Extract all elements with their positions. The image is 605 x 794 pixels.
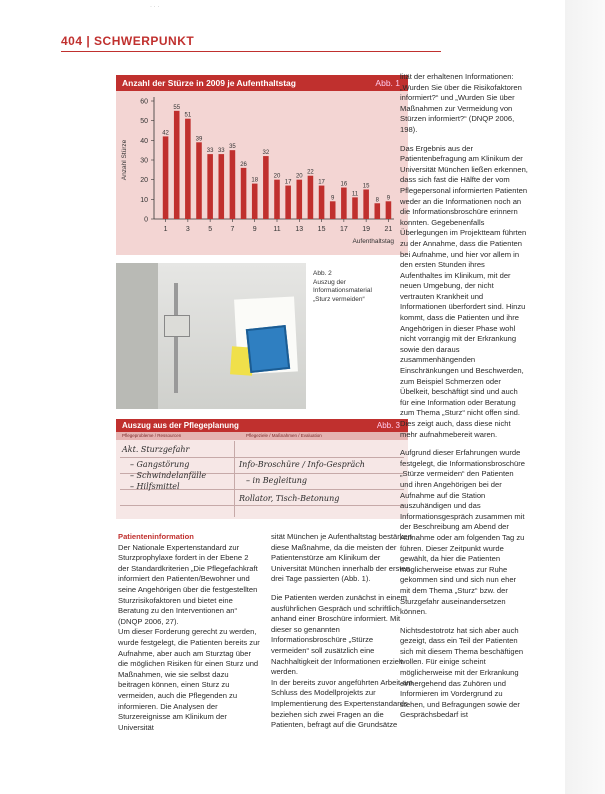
bar — [174, 111, 180, 219]
photo-caption — [313, 270, 405, 304]
bar — [386, 201, 392, 219]
bar — [285, 186, 291, 219]
y-tick-label: 40 — [140, 137, 148, 145]
bar-value-label: 55 — [173, 104, 181, 111]
bar — [207, 154, 213, 219]
chart-title: Anzahl der Stürze in 2009 je Aufenthaltstag — [122, 78, 296, 88]
col-head-right: Pflegeziele / Maßnahmen / Evaluation — [246, 433, 322, 438]
bar-value-label: 15 — [362, 183, 370, 190]
bar — [263, 156, 269, 219]
x-tick-label: 19 — [362, 226, 371, 233]
bar — [330, 201, 336, 219]
bar — [341, 188, 347, 219]
bar — [297, 180, 303, 219]
chart-header — [116, 75, 408, 91]
photo-wall — [116, 263, 158, 409]
handwriting-line: Rollator, Tisch-Betonung — [239, 494, 340, 503]
caption-line: Abb. 2 — [313, 270, 332, 277]
x-axis-title: Aufenthaltstag — [352, 238, 394, 245]
text-column-middle — [271, 532, 413, 731]
handwriting-line: Info-Broschüre / Info-Gespräch — [239, 460, 365, 469]
care-plan-figure — [116, 419, 408, 519]
x-tick-label: 13 — [295, 226, 304, 233]
bar — [185, 119, 191, 219]
bar — [163, 136, 169, 219]
header-rule — [61, 51, 441, 52]
col-head-left: Pflegeprobleme / Ressourcen — [122, 433, 182, 438]
y-tick-label: 30 — [140, 157, 148, 165]
bar-value-label: 22 — [307, 169, 314, 176]
x-tick-label: 11 — [273, 226, 281, 233]
handwriting-line: – Gangstörung — [130, 460, 190, 469]
y-tick-label: 10 — [140, 196, 148, 204]
caption-line: Auszug der — [313, 278, 346, 286]
y-tick-label: 50 — [140, 118, 148, 126]
handwriting-line: – in Begleitung — [246, 476, 308, 485]
x-tick-label: 1 — [163, 226, 168, 233]
bar — [219, 154, 225, 219]
paragraph: Das Ergebnis aus der Patientenbefragung am Klinikum der Universität München ließen erkennen, dass sich fast die Hälfte der vom Pflegepersonal informierten Patienten weder an die Informationen noch an die Informationsbroschüre erinnern konnten. Gegebenenfalls Überlegungen im Projektteam führten zu der Annahme, dass die Patienten bei Aufnahme, und hier vor allem in den ersten Stunden ihres Aufenthaltes im Klinikum, mit der neuen Umgebung, der nicht vertrauten Krankheit und Informationen überfordert sind. Hinzu kommt, dass die Patienten und ihre Angehörigen in dieser Phase wohl nicht vorrangig mit der Erkrankung sowie den daraus zusammenhängenden Einschränkungen und Beschwerden, zum Beispiel Schmerzen oder Übelkeit, beschäftigt sind und auch für eine Information oder Beratung zum Thema „Sturz“ nicht offen sind. Dies zeigt auch, dass diese nicht mehr aufnahmebereit waren. — [400, 143, 528, 439]
handwriting-line: Akt. Sturzgefahr — [122, 445, 190, 454]
bar-value-label: 33 — [217, 148, 225, 155]
bar-value-label: 9 — [386, 195, 391, 202]
bar-value-label: 18 — [251, 177, 259, 184]
bar — [274, 180, 280, 219]
bar-value-label: 33 — [206, 148, 214, 155]
bar-value-label: 20 — [295, 173, 303, 180]
bar — [241, 168, 247, 219]
bar — [252, 184, 258, 219]
care-plan-header — [116, 419, 408, 432]
page-header: 404 | SCHWERPUNKT — [61, 34, 195, 48]
photo-info-display — [116, 263, 306, 409]
x-tick-label: 15 — [317, 226, 326, 233]
bar-value-label: 9 — [331, 195, 335, 202]
care-plan-figure-label: Abb. 3 — [376, 421, 400, 430]
y-axis-title: Anzahl Stürze — [121, 139, 128, 181]
ruled-divider — [234, 441, 235, 517]
x-tick-label: 7 — [230, 226, 235, 233]
bar — [308, 176, 314, 219]
paragraph: In der bereits zuvor angeführten Arbeit am Schluss des Modellprojekts zur Implementierung des Expertenstandards beziehen sich zwei Fragen an die Patienten, befragt auf die Grundsätze — [271, 677, 413, 730]
bar — [352, 197, 358, 219]
text-column-right — [400, 72, 528, 729]
handwriting-line: – Hilfsmittel — [130, 482, 180, 491]
bar-value-label: 17 — [284, 179, 292, 186]
y-tick-label: 60 — [140, 98, 148, 106]
bar-value-label: 8 — [375, 197, 379, 204]
ruled-line — [120, 505, 404, 506]
y-tick-label: 20 — [140, 177, 148, 185]
care-plan-column-heads — [116, 432, 408, 440]
bar-value-label: 16 — [340, 181, 348, 188]
paragraph: Aufgrund dieser Erfahrungen wurde festgelegt, die Informationsbroschüre „Stürze vermeiden“ den Patienten und ihren Angehörigen bei der Aufnahme auf die Station auszuhändigen und das Informationsgespräch zusammen mit der Beschreibung am Abend der Aufnahme oder am folgenden Tag zu führen. Dieser Zeitpunkt wurde gewählt, da hier die Patienten möglicherweise etwas zur Ruhe gekommen sind und sich nun eher mit dem Thema „Sturz“ bzw. der Sturzgefahr auseinandersetzen können. — [400, 448, 525, 617]
photo-blue-brochure — [246, 325, 290, 373]
chart-figure — [116, 75, 408, 255]
bar-chart — [116, 91, 408, 255]
page-edge-shadow — [565, 0, 605, 794]
paragraph: Um dieser Forderung gerecht zu werden, wurde festgelegt, die Patienten bereits zur Aufnahme, aber auch am Sturztag über die möglichen Risiken für einen Sturz und Maßnahmen, wie sie selbst dazu beitragen können, einen Sturz zu vermeiden, auch die Pflegenden zu informieren. Die Analysen der Sturzereignisse am Klinikum der Universität — [118, 627, 260, 732]
bar — [230, 150, 236, 219]
caption-line: „Sturz vermeiden“ — [313, 295, 365, 303]
caption-line: Informationsmaterial — [313, 287, 372, 294]
section-heading: Patienteninformation — [118, 532, 194, 541]
x-tick-label: 17 — [339, 226, 348, 233]
bar-value-label: 26 — [240, 161, 247, 168]
paragraph: sität München je Aufenthaltstag bestärken diese Maßnahme, da die meisten der Patientenstürze am Klinikum der Universität München innerhalb der ersten drei Tage passierten (Abb. 1). — [271, 532, 412, 584]
bar — [196, 142, 202, 219]
paragraph: lität der erhaltenen Informationen: „Wurden Sie über die Risikofaktoren informiert?“ und „Wurden Sie über Maßnahmen zur Vermeidung von Stürzen informiert?“ (DNQP 2006, 198). — [400, 72, 522, 134]
care-plan-title: Auszug aus der Pflegeplanung — [122, 421, 239, 430]
x-tick-label: 5 — [208, 226, 213, 233]
paragraph: Der Nationale Expertenstandard zur Sturzprophylaxe fordert in der Ebene 2 der Standardkriterien „Die Pflegefachkraft informiert den Patienten/Bewohner und seine Angehörigen über die festgestellten Sturzrisikofaktoren und bietet eine Beratung zu den Interventionen an“ (DNQP 2006, 27). — [118, 542, 258, 626]
bar-value-label: 32 — [262, 150, 270, 157]
text-column-left — [118, 532, 260, 733]
bar-value-label: 42 — [162, 130, 169, 137]
x-tick-label: 3 — [185, 226, 190, 233]
bar — [375, 203, 381, 219]
x-tick-label: 9 — [252, 226, 257, 233]
bar-value-label: 51 — [184, 112, 192, 119]
paragraph: Die Patienten werden zunächst in einem ausführlichen Gespräch und schriftlich anhand einer Broschüre informiert. Mit dieser so genannten Informationsbroschüre „Stürze vermeiden“ soll zusätzlich eine Nachhaltigkeit der Informationen erzielt werden. — [271, 592, 407, 677]
photo-holder — [164, 315, 190, 337]
paragraph: Nichtsdestotrotz hat sich aber auch gezeigt, dass ein Teil der Patienten sich mit diesem Thema beschäftigen wollen. Für einige scheint möglicherweise mit der Erkrankung einhergehend das Zuhören und Informieren im Vordergrund zu stehen, und Befragungen sowie der Gesprächsbedarf ist — [400, 625, 524, 720]
photo-stand — [174, 283, 178, 393]
x-tick-label: 21 — [384, 226, 393, 233]
bar-value-label: 17 — [318, 179, 325, 186]
bar-value-label: 20 — [273, 173, 281, 180]
bar — [319, 186, 325, 219]
chart-figure-label: Abb. 1 — [375, 78, 400, 88]
y-tick-label: 0 — [144, 216, 148, 224]
handwriting-line: – Schwindelanfälle — [130, 471, 207, 480]
bar-value-label: 11 — [351, 191, 359, 198]
bar — [363, 190, 369, 220]
bar-value-label: 35 — [229, 144, 236, 151]
scan-marks: · · · — [150, 4, 160, 10]
bar-value-label: 39 — [195, 136, 203, 143]
ruled-line — [120, 457, 404, 458]
paragraph-gap — [271, 585, 413, 593]
